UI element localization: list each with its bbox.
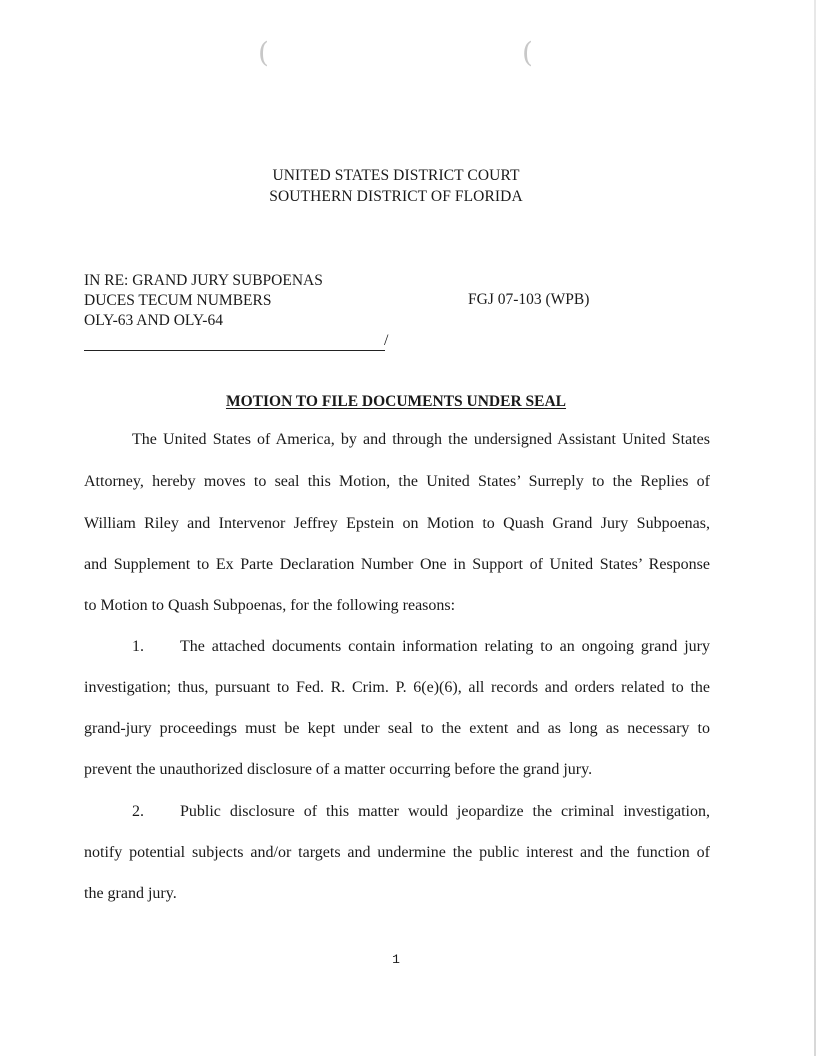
paragraph-number: 2.	[132, 803, 144, 820]
intro-line: Attorney, hereby moves to seal this Motion, the United States’ Surreply to the Replies of	[84, 473, 710, 490]
intro-line: to Motion to Quash Subpoenas, for the following reasons:	[84, 597, 456, 614]
caption-divider	[84, 350, 385, 351]
document-title: MOTION TO FILE DOCUMENTS UNDER SEAL	[225, 393, 567, 410]
hole-punch-mark: (	[258, 36, 269, 69]
page-number: 1	[392, 952, 400, 967]
paragraph-line: Public disclosure of this matter would jeopardize the criminal investigation,	[180, 803, 710, 820]
paragraph-line: investigation; thus, pursuant to Fed. R. Crim. P. 6(e)(6), all records and orders related to the	[84, 679, 710, 696]
intro-line: William Riley and Intervenor Jeffrey Epstein on Motion to Quash Grand Jury Subpoenas,	[84, 515, 710, 532]
caption-line-1: IN RE: GRAND JURY SUBPOENAS	[84, 272, 323, 289]
paragraph-line: prevent the unauthorized disclosure of a matter occurring before the grand jury.	[84, 761, 593, 778]
caption-line-3: OLY-63 AND OLY-64	[84, 312, 223, 329]
paragraph-number: 1.	[132, 638, 144, 655]
intro-line: The United States of America, by and through the undersigned Assistant United States	[132, 431, 710, 448]
caption-line-2: DUCES TECUM NUMBERS	[84, 292, 272, 309]
paragraph-line: notify potential subjects and/or targets and undermine the public interest and the function of	[84, 844, 710, 861]
hole-punch-mark: (	[522, 36, 533, 69]
court-district: SOUTHERN DISTRICT OF FLORIDA	[269, 188, 523, 205]
intro-line: and Supplement to Ex Parte Declaration Number One in Support of United States’ Response	[84, 556, 710, 573]
paragraph-line: The attached documents contain information relating to an ongoing grand jury	[180, 638, 710, 655]
case-number: FGJ 07-103 (WPB)	[468, 291, 590, 308]
caption-slash: /	[384, 332, 389, 349]
paragraph-line: grand-jury proceedings must be kept under seal to the extent and as long as necessary to	[84, 720, 710, 737]
paragraph-line: the grand jury.	[84, 885, 177, 902]
court-name: UNITED STATES DISTRICT COURT	[272, 167, 520, 184]
